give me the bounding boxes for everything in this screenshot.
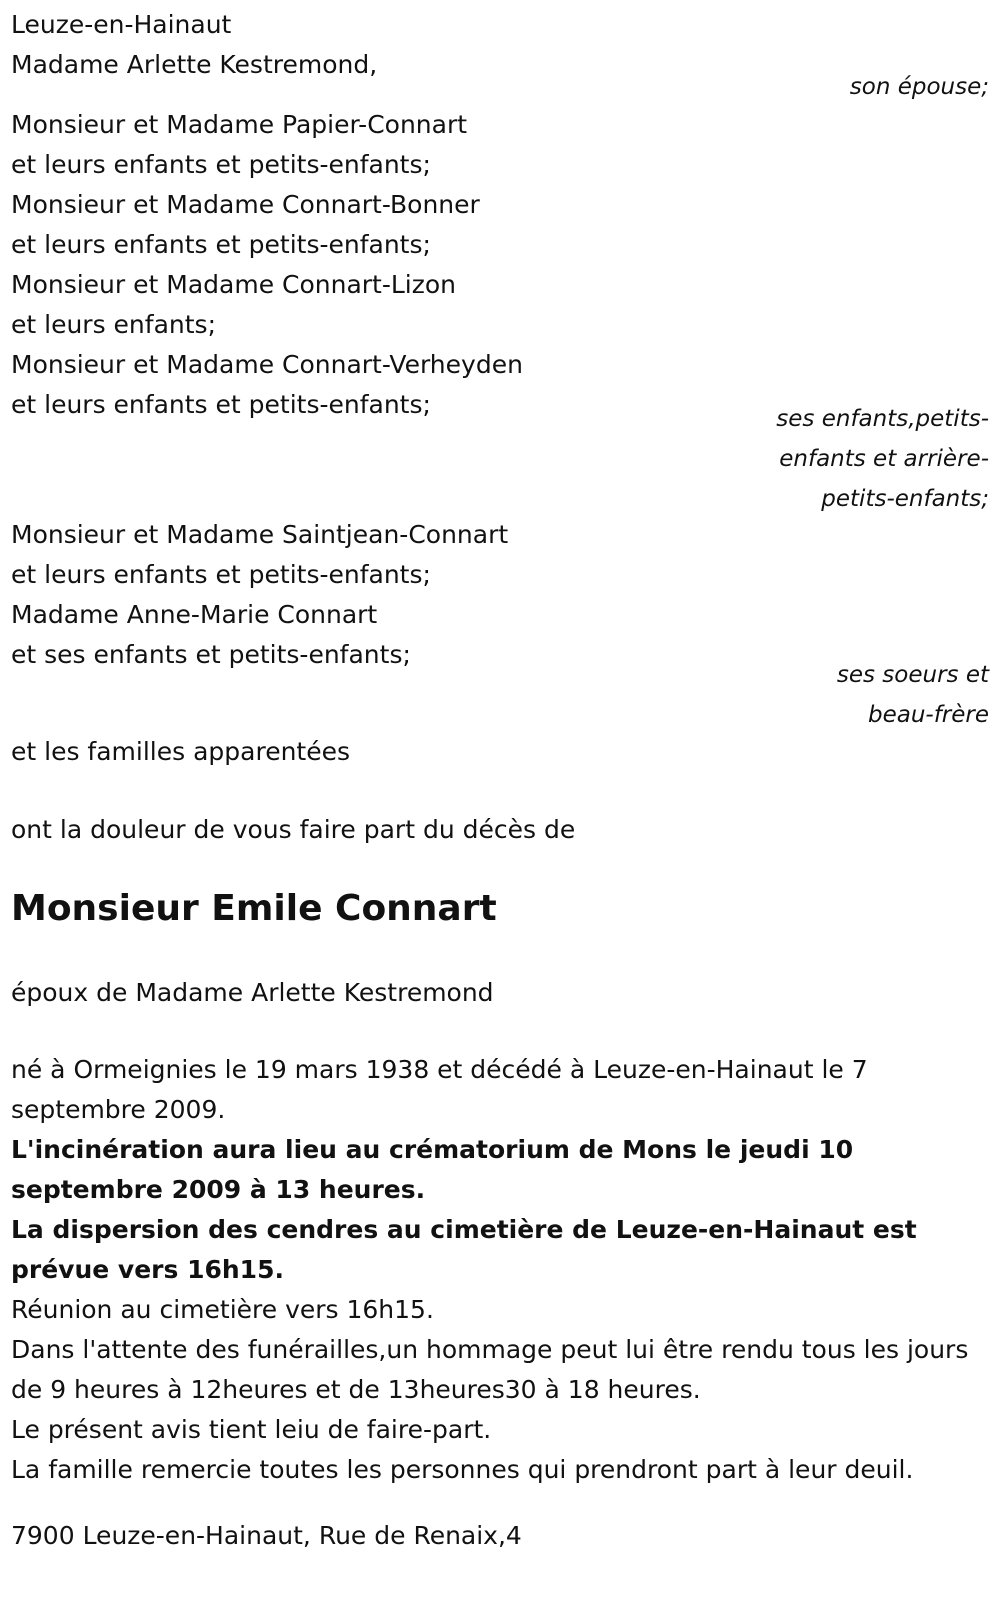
list-item: et leurs enfants et petits-enfants; [11,230,431,259]
spouse-role: son épouse; [849,74,989,100]
announcement-text: ont la douleur de vous faire part du décès de [11,815,576,844]
related-families: et les familles apparentées [11,737,351,766]
children-role-line: enfants et arrière- [779,446,989,472]
list-item: Monsieur et Madame Connart-Lizon [11,270,457,299]
deceased-spouse: époux de Madame Arlette Kestremond [11,978,494,1007]
list-item: et leurs enfants et petits-enfants; [11,390,431,419]
siblings-role-line: ses soeurs et [836,662,989,688]
list-item: et leurs enfants et petits-enfants; [11,150,431,179]
list-item: Monsieur et Madame Connart-Bonner [11,190,480,219]
children-role-line: petits-enfants; [821,486,989,512]
children-role-line: ses enfants,petits- [776,406,989,432]
homage-text: Dans l'attente des funérailles,un hommage peut lui être rendu tous les jours de 9 heures à 12heures et de 13heures30 à 18 heures. [11,1335,969,1404]
deceased-name: Monsieur Emile Connart [11,888,497,929]
children-list [11,105,523,425]
birth-death-text: né à Ormeignies le 19 mars 1938 et décédé à Leuze-en-Hainaut le 7 septembre 2009. [11,1055,868,1124]
children-role-block [11,399,989,519]
siblings-role-block [11,655,989,735]
list-item: Monsieur et Madame Papier-Connart [11,110,468,139]
meeting-text: Réunion au cimetière vers 16h15. [11,1295,434,1324]
list-item: Madame Anne-Marie Connart [11,600,378,629]
deceased-block [11,884,497,934]
siblings-role-line: beau-frère [867,702,989,728]
list-item: et ses enfants et petits-enfants; [11,640,411,669]
list-item: et leurs enfants et petits-enfants; [11,560,431,589]
list-item: Monsieur et Madame Saintjean-Connart [11,520,509,549]
thanks-text: La famille remercie toutes les personnes qui prendront part à leur deuil. [11,1455,914,1484]
address-text: 7900 Leuze-en-Hainaut, Rue de Renaix,4 [11,1521,522,1550]
address-block [11,1516,522,1556]
families-block [11,732,350,772]
spouse-role-block [11,67,989,107]
incineration-text: L'incinération aura lieu au crématorium de Mons le jeudi 10 septembre 2009 à 13 heures. [11,1135,854,1204]
deceased-spouse-block [11,973,494,1013]
notice-text: Le présent avis tient leiu de faire-part. [11,1415,492,1444]
announcement-block [11,810,575,850]
list-item: et leurs enfants; [11,310,216,339]
details-block [11,1050,971,1490]
list-item: Monsieur et Madame Connart-Verheyden [11,350,523,379]
siblings-list [11,515,508,675]
dispersion-text: La dispersion des cendres au cimetière de Leuze-en-Hainaut est prévue vers 16h15. [11,1215,917,1284]
place-name: Leuze-en-Hainaut [11,10,232,39]
spouse-name: Madame Arlette Kestremond, [11,50,378,79]
